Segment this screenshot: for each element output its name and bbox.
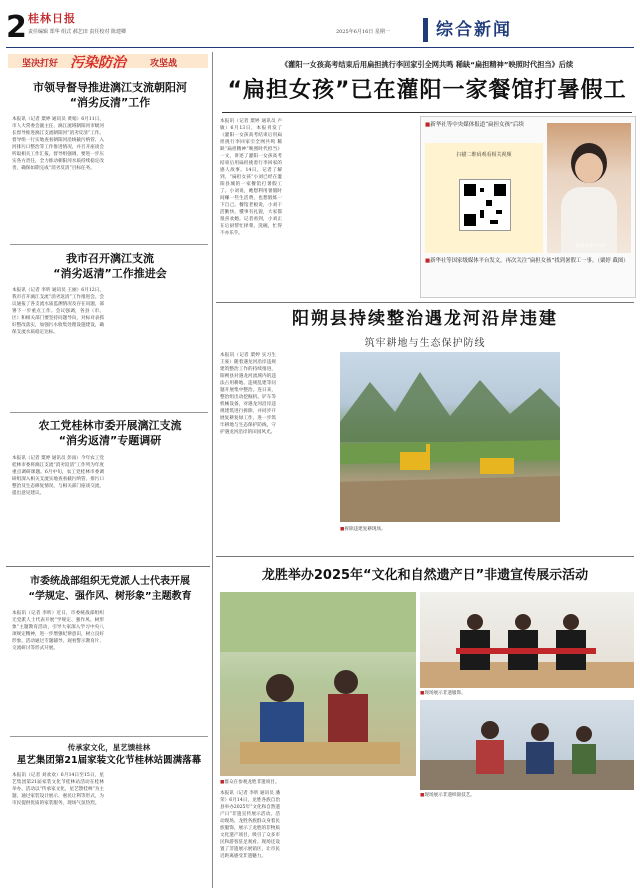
- column-banner: [8, 52, 208, 70]
- yangshuo-subtitle: 筑牢耕地与生态保护防线: [364, 338, 486, 349]
- feature-rule: [222, 112, 632, 113]
- header-rule: [6, 47, 634, 48]
- longsheng-photo-2: [420, 592, 634, 688]
- article-5-kicker: 传承家文化，星艺馈桂林: [67, 743, 151, 752]
- editor-credits: 责任编辑 郑华 组式 郝艺田 责任校对 陈建卿: [28, 29, 126, 35]
- longsheng-caption-2: ■群众在参观龙胜非遗项目。: [220, 780, 280, 785]
- photo-band: [340, 508, 560, 522]
- longsheng-body-col5: [528, 802, 634, 890]
- photo-note: “扁担女孩”小刘: [573, 244, 605, 249]
- longsheng-caption-3: ■现场展示非遗织锦技艺。: [420, 793, 475, 798]
- qr-hint: 扫描二维码观看相关视频: [456, 152, 512, 158]
- longsheng-title: 龙胜举办2025年“文化和自然遗产日”非遗宣传展示活动: [261, 568, 589, 583]
- article-3-title: 农工党桂林市委开展漓江支流 “消劣返清”专题调研: [38, 419, 182, 447]
- article-5-body: 本报讯（记者 刘欢欢）6月14日至15日，星艺集团第21届家装文化节桂林站活动在桂林举办。活动以“传承家文化，星艺馈桂林”为主题，通过家装设计展示、惠民让利等形式，为市民提供优质的家装服务，现场气氛热烈。: [12, 773, 104, 806]
- article-4-body-col2: [112, 610, 206, 730]
- longsheng-body-col1: 本报讯（记者 李昕 通讯员 潘荣）6月14日，龙胜各族自治县举办2025年“文化和自然遗产日”非遗宣传展示活动。活动现场，龙胜各族群众身着民族服饰，展示了龙胜的非物质文化遗产项目，吸引了众多市民和游客驻足观看。现场还设置了非遗展示展销区，让市民近距离感受非遗魅力。: [220, 791, 280, 859]
- sidebar-caption: ■新华社等国家级媒体平台发文，再次关注“扁担女孩”找到暑假工一事。（粟婷 截图）: [425, 258, 629, 264]
- yangshuo-body-col1: 本报讯（记者 粟婷 实习生 王豪）随着遇龙河沿岸违规建筑整治工作的持续推进，阳朔县对遇龙河流域内的违法占用耕地、违规乱建等问题开展集中整治。连日来，整治组出动挖掘机、铲车等机械设备，对遇龙河沿岸违规建筑进行拆除，并同步开展复耕复绿工作，进一步筑牢耕地与生态保护防线，守护遇龙河沿岸的田园风光。: [220, 353, 276, 435]
- section-title: [423, 18, 640, 42]
- masthead: [0, 0, 640, 48]
- divider: [10, 736, 208, 737]
- longsheng-caption-1: ■现场展示非遗服饰。: [420, 691, 466, 696]
- person-face: [575, 153, 603, 183]
- divider: [6, 566, 210, 567]
- article-4-title: 市委统战部组织无党派人士代表开展 “学规定、强作风、树形象”主题教育: [28, 576, 192, 602]
- sidebar-box: [420, 116, 636, 298]
- yangshuo-title: 阳朔县持续整治遇龙河沿岸违建: [292, 309, 558, 329]
- article-1-title: 市领导督导推进漓江支流朝阳河 “消劣反清”工作: [33, 81, 187, 109]
- yangshuo-photo: [340, 352, 560, 522]
- yangshuo-body-lower: [340, 536, 560, 552]
- article-2-body: 本报讯（记者 李昕 通讯员 王丽）6月12日，我市召开漓江支流“消劣返清”工作推进会。会议通报了各支流水质监测情况及存在问题，部署下一步重点工作。会议强调，各县（市、区）和相关部门要坚持问题导向，对标对表抓好整改落实，加强污水收集处理设施建设，确保支流水质稳定达标。: [12, 288, 104, 335]
- feature-pretitle: 《灌阳一女孩高考结束后用扁担挑行李回家引全网共鸣 稀缺“扁担精神”映照时代担当》后续: [280, 60, 574, 69]
- feature-body-col1: 本报讯（记者 粟婷 通讯员 卢敏）6月13日，本报刊发了《灌阳一女孩高考结束后用扁担挑行李回家引全网共鸣 稀缺“扁担精神”映照时代担当》一文，讲述了灌阳一女孩高考结束后用扁担挑着行李回家的感人故事。14日，记者了解到，“扁担女孩”小刘已经在灌阳县城的一家餐馆打暑假工了。小刘说，她想利用暑假时间赚一些生活费，也想锻炼一下自己。餐馆老板说，小刘干活勤快、懂事有礼貌，大家都很喜欢她。记者看到，小刘正在后厨帮忙择菜、洗碗，忙得不亦乐乎。: [220, 119, 282, 236]
- qr-code-icon[interactable]: [459, 179, 511, 231]
- banner-right-tag: 攻坚战: [150, 59, 178, 69]
- issue-date: 2025年6月16日 星期一: [336, 29, 390, 35]
- article-2-title: 我市召开漓江支流 “消劣返清”工作推进会: [53, 252, 167, 280]
- longsheng-photo-1: [220, 592, 416, 776]
- banner-left-tag: 坚决打好: [22, 59, 59, 69]
- page-number: 2: [6, 10, 27, 45]
- column-separator: [212, 52, 213, 888]
- section-title-text: 综合新闻: [436, 20, 512, 40]
- divider: [216, 302, 634, 303]
- divider: [10, 244, 208, 245]
- banner-big: 污染防治: [70, 55, 126, 71]
- girl-photo: [547, 123, 631, 253]
- article-5-title: 星艺集团第21届家装文化节桂林站圆满落幕: [16, 755, 202, 766]
- yangshuo-body-col4: [564, 352, 634, 552]
- article-5-body-col2: [112, 772, 206, 890]
- longsheng-photo-3: [420, 700, 634, 790]
- article-4-body: 本报讯（记者 李昕）近日，市委统战部组织无党派人士代表开展“学规定、强作风、树形象”主题教育活动，引导大家深入学习中央八项规定精神，进一步增强纪律意识，树立良好形象。活动通过专题辅导、观看警示教育片、交流研讨等形式开展。: [12, 611, 104, 651]
- feature-body-col3: [352, 118, 414, 294]
- longsheng-body-col2: [284, 790, 348, 890]
- qr-caption: ■新华社等中央媒体报道“扁担女孩”后续: [425, 122, 524, 128]
- article-3-body-col2: [112, 455, 206, 560]
- article-2-body-col2: [112, 287, 206, 407]
- longsheng-body-col3: [352, 790, 416, 890]
- article-1-body-col1: 本报讯（记者 粟婷 通讯员 黄娟）6月11日，市人大常委会副主任、漓江流域朝阳河市级河长督导推进漓江支流朝阳河“消劣反清”工作。督导组一行实地查看朝阳河沿线截污纳管、入河排污口整治等工作推进情况，并召开座谈会听取相关工作汇报。督导组强调，要进一步压实各方责任，全力推动朝阳河水质持续稳定改善，确保如期完成“消劣反清”目标任务。: [12, 117, 104, 171]
- yangshuo-body-col2b: [280, 476, 336, 552]
- yangshuo-body-col2: [280, 352, 336, 472]
- divider: [10, 412, 208, 413]
- divider: [216, 556, 634, 557]
- feature-main-title: “扁担女孩”已在灌阳一家餐馆打暑假工: [227, 78, 627, 103]
- paper-name: 桂林日报: [28, 12, 76, 25]
- landscape-illustration: [340, 352, 560, 522]
- longsheng-body-col4: [420, 802, 524, 890]
- phone-screen: [425, 143, 543, 253]
- feature-body-col2: [286, 118, 348, 294]
- article-3-body: 本报讯（记者 粟婷 通讯员 彭雨）今年农工党桂林市委将漓江支流“消劣返清”工作列为年度重点调研课题。6月中旬，农工党桂林市委调研组深入相关支流实地查看截污纳管、排污口整治及生态修复情况，与相关部门座谈交流，提出意见建议。: [12, 456, 104, 496]
- yangshuo-caption: ■拆除违建复耕现场。: [340, 527, 386, 532]
- article-1-body-col2: [112, 116, 206, 239]
